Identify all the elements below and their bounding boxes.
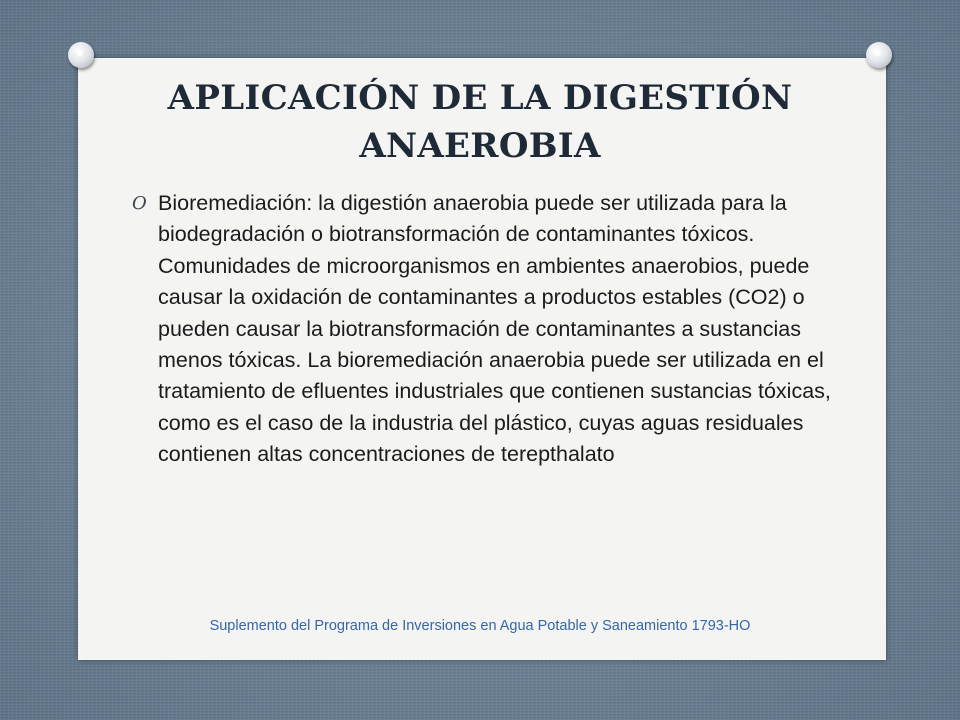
bullet-term: Bioremediación [158,191,307,215]
bullet-text: : la digestión anaerobia puede ser utilizada para la biodegradación o biotransformación de contaminantes tóxicos. Comunidades de microorganismos en ambientes anaerobios, puede causar la oxidación de contaminantes a productos estables (CO2) o pueden causar la biotransformación de contaminantes a sustancias menos tóxicas. La bioremediación anaerobia puede ser utilizada en el tratamiento de efluentes industriales que contienen sustancias tóxicas, como es el caso de la industria del plástico, cuyas aguas residuales contienen altas concentraciones de terepthalato [158,191,831,467]
bullet-item-bioremediacion [132,188,832,471]
footer-note: Suplemento del Programa de Inversiones en Agua Potable y Saneamiento 1793-HO [209,618,751,634]
pushpin-icon [68,42,94,68]
pushpin-icon [866,42,892,68]
bullet-list [132,188,832,471]
slide-title: APLICACIÓN DE LA DIGESTIÓN ANAEROBIA [167,78,793,166]
bullet-marker-icon: O [132,193,147,214]
